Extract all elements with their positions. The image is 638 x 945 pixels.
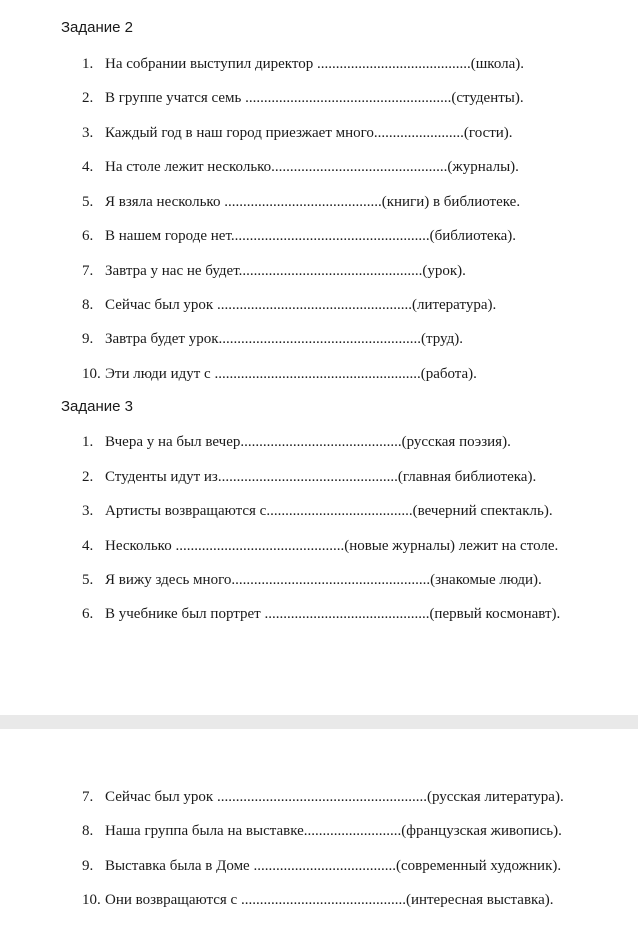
item-text: В нашем городе нет.....................................................(библиотека). (105, 228, 517, 244)
item-number: 10. (82, 366, 101, 382)
item-number: 7. (82, 789, 94, 805)
item-text: Они возвращаются с ............................................(интересная выставка). (105, 892, 554, 908)
item-text: В учебнике был портрет ............................................(первый космонавт). (105, 606, 561, 622)
item-text: Я взяла несколько ..........................................(книги) в библиотеке. (105, 194, 521, 210)
item-number: 4. (82, 159, 94, 175)
task-3-heading: Задание 3 (61, 398, 134, 415)
item-text: Каждый год в наш город приезжает много........................(гости). (105, 125, 513, 141)
item-number: 8. (82, 823, 94, 839)
item-number: 1. (82, 434, 94, 450)
item-text: Я вижу здесь много.....................................................(знакомые люди). (105, 572, 542, 588)
item-number: 4. (82, 538, 94, 554)
item-number: 9. (82, 331, 94, 347)
item-number: 8. (82, 297, 94, 313)
item-text: На собрании выступил директор .........................................(школа). (105, 56, 525, 72)
item-number: 3. (82, 125, 94, 141)
document-page-2 (0, 729, 638, 945)
item-number: 9. (82, 858, 94, 874)
item-text: На столе лежит несколько...............................................(журналы). (105, 159, 519, 175)
item-text: Эти люди идут с .......................................................(работа). (105, 366, 477, 382)
item-number: 6. (82, 606, 94, 622)
item-number: 3. (82, 503, 94, 519)
item-number: 1. (82, 56, 94, 72)
item-text: Выставка была в Доме ......................................(современный художник). (105, 858, 562, 874)
item-number: 5. (82, 194, 94, 210)
item-number: 7. (82, 263, 94, 279)
item-number: 2. (82, 469, 94, 485)
page-break (0, 715, 638, 729)
item-text: Несколько .............................................(новые журналы) лежит на столе. (105, 538, 559, 554)
item-number: 2. (82, 90, 94, 106)
item-text: Артисты возвращаются с.......................................(вечерний спектакль). (105, 503, 553, 519)
item-number: 10. (82, 892, 101, 908)
item-text: В группе учатся семь .......................................................(студенты). (105, 90, 524, 106)
item-text: Наша группа была на выставке..........................(французская живопись). (105, 823, 562, 839)
task-2-heading: Задание 2 (61, 19, 134, 36)
item-text: Вчера у на был вечер...........................................(русская поэзия). (105, 434, 511, 450)
item-text: Студенты идут из................................................(главная библиотека). (105, 469, 537, 485)
item-text: Сейчас был урок ....................................................(литература). (105, 297, 497, 313)
item-text: Завтра будет урок......................................................(труд). (105, 331, 463, 347)
item-number: 5. (82, 572, 94, 588)
item-text: Завтра у нас не будет.................................................(урок). (105, 263, 466, 279)
item-text: Сейчас был урок ........................................................(русская литература). (105, 789, 564, 805)
item-number: 6. (82, 228, 94, 244)
